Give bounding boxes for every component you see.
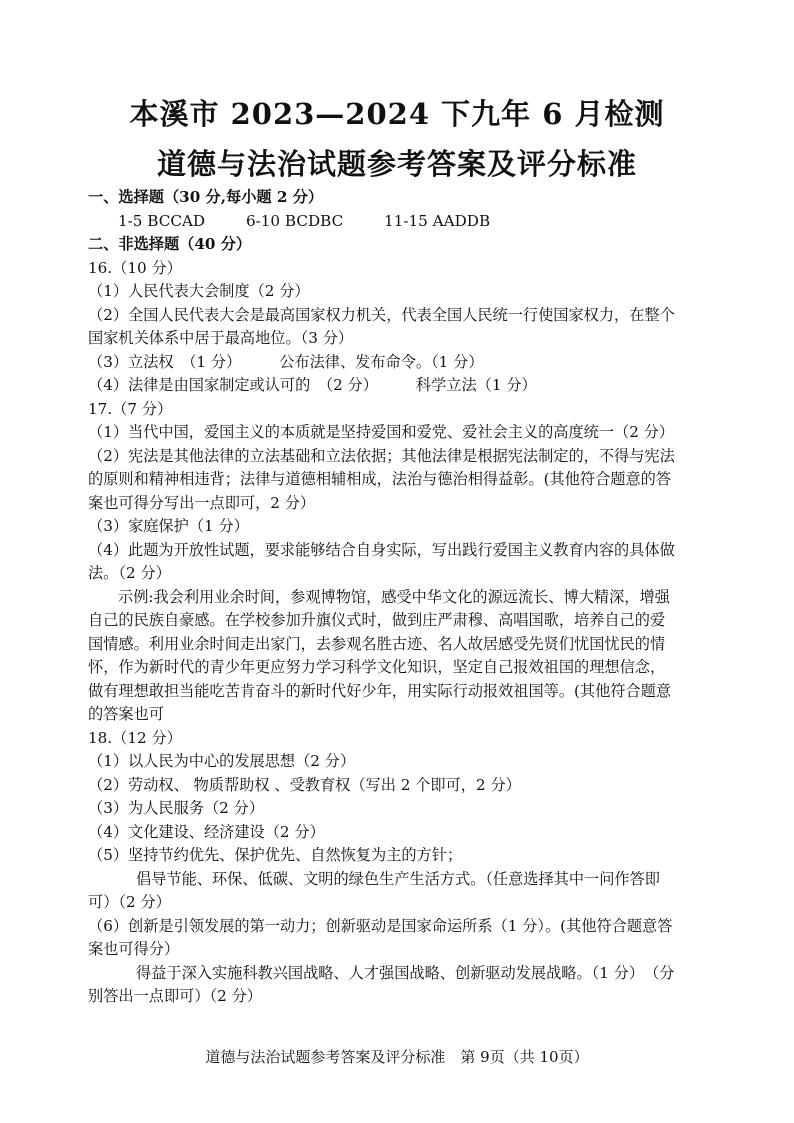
q18-answer-2: （2）劳动权、 物质帮助权 、受教育权（写出 2 个即可，2 分）	[88, 775, 521, 794]
section1-heading: 一、选择题（30 分,每小题 2 分）	[88, 188, 324, 206]
q17-answer-2a: （2）宪法是其他法律的立法基础和立法依据；其他法律是根据宪法制定的，不得与宪法	[88, 446, 675, 465]
q18-answer-3: （3）为人民服务（2 分）	[88, 799, 265, 817]
q16-answer-4: （4）法律是由国家制定或认可的 （2 分） 科学立法（1 分）	[88, 376, 537, 394]
q18-answer-5b: 倡导节能、环保、低碳、文明的绿色生产生活方式。（任意选择其中一问作答即	[136, 869, 660, 888]
q18-answer-6b: 案也可得分）	[88, 940, 180, 958]
answers-1-5: 1-5 BCCAD	[118, 211, 206, 230]
answers-11-15: 11-15 AADDB	[384, 211, 491, 230]
q17-answer-4b: 法。（2 分）	[88, 564, 171, 582]
q18-answer-6a: （6）创新是引领发展的第一动力；创新驱动是国家命运所系（1 分）。(其他符合题意答	[88, 916, 673, 935]
q17-answer-1: （1）当代中国，爱国主义的本质就是坚持爱国和爱党、爱社会主义的高度统一（2 分）	[88, 423, 675, 441]
q16-answer-1: （1）人民代表大会制度（2 分）	[88, 282, 310, 300]
q17-answer-2c: 案也可得分写出一点即可，2 分）	[88, 493, 316, 512]
q17-answer-4a: （4）此题为开放性试题，要求能够结合自身实际，写出践行爱国主义教育内容的具体做	[88, 540, 675, 559]
document-body	[88, 186, 710, 1009]
q16-answer-2a: （2）全国人民代表大会是最高国家权力机关，代表全国人民统一行使国家权力，在整个	[88, 305, 675, 324]
page-subtitle: 道德与法治试题参考答案及评分标准	[156, 147, 637, 181]
choice-answers	[88, 210, 710, 234]
answers-6-10: 6-10 BCDBC	[245, 211, 344, 230]
q18-answer-5c: 可）（2 分）	[88, 893, 171, 911]
q17-answer-2b: 的原则和精神相违背；法律与道德相辅相成，法治与德治相得益彰。(其他符合题意的答	[88, 470, 672, 488]
q16-answer-2b: 国家机关体系中居于最高地位。（3 分）	[88, 329, 354, 347]
q17-example-3: 国情感。利用业余时间走出家门，去参观名胜古迹、名人故居感受先贤们忧国忧民的情	[88, 634, 666, 653]
q17-example-6: 的答案也可	[88, 705, 164, 723]
page-footer: 道德与法治试题参考答案及评分标准 第 9页（共 10页）	[205, 1048, 589, 1066]
q17-example-2: 自己的民族自豪感。在学校参加升旗仪式时，做到庄严肃穆、高唱国歌，培养自己的爱	[88, 611, 666, 629]
q16-answer-3: （3）立法权 （1 分） 公布法律、发布命令。（1 分）	[88, 352, 484, 371]
q18-label: 18.（12 分）	[88, 728, 182, 747]
q18-answer-5: （5）坚持节约优先、保护优先、自然恢复为主的方针；	[88, 846, 463, 864]
q18-answer-6d: 别答出一点即可）（2 分）	[88, 987, 262, 1005]
q17-example-1: 示例:我会利用业余时间，参观博物馆，感受中华文化的源远流长、博大精深，增强	[118, 587, 670, 606]
q17-example-5: 做有理想敢担当能吃苦肯奋斗的新时代好少年，用实际行动报效祖国等。(其他符合题意	[88, 681, 672, 700]
q17-answer-3: （3）家庭保护（1 分）	[88, 517, 249, 535]
page-title: 本溪市 2023—2024 下九年 6 月检测	[129, 97, 665, 131]
q17-label: 17.（7 分）	[88, 399, 173, 418]
q18-answer-6c: 得益于深入实施科教兴国战略、人才强国战略、创新驱动发展战略。（1 分） （分	[136, 963, 675, 982]
q16-label: 16.（10 分）	[88, 258, 182, 277]
section2-heading: 二、非选择题（40 分）	[88, 235, 252, 253]
q17-example-4: 怀，作为新时代的青少年更应努力学习科学文化知识，坚定自己报效祖国的理想信念，	[88, 658, 666, 676]
q18-answer-1: （1）以人民为中心的发展思想（2 分）	[88, 752, 356, 770]
q18-answer-4: （4）文化建设、经济建设（2 分）	[88, 822, 325, 841]
